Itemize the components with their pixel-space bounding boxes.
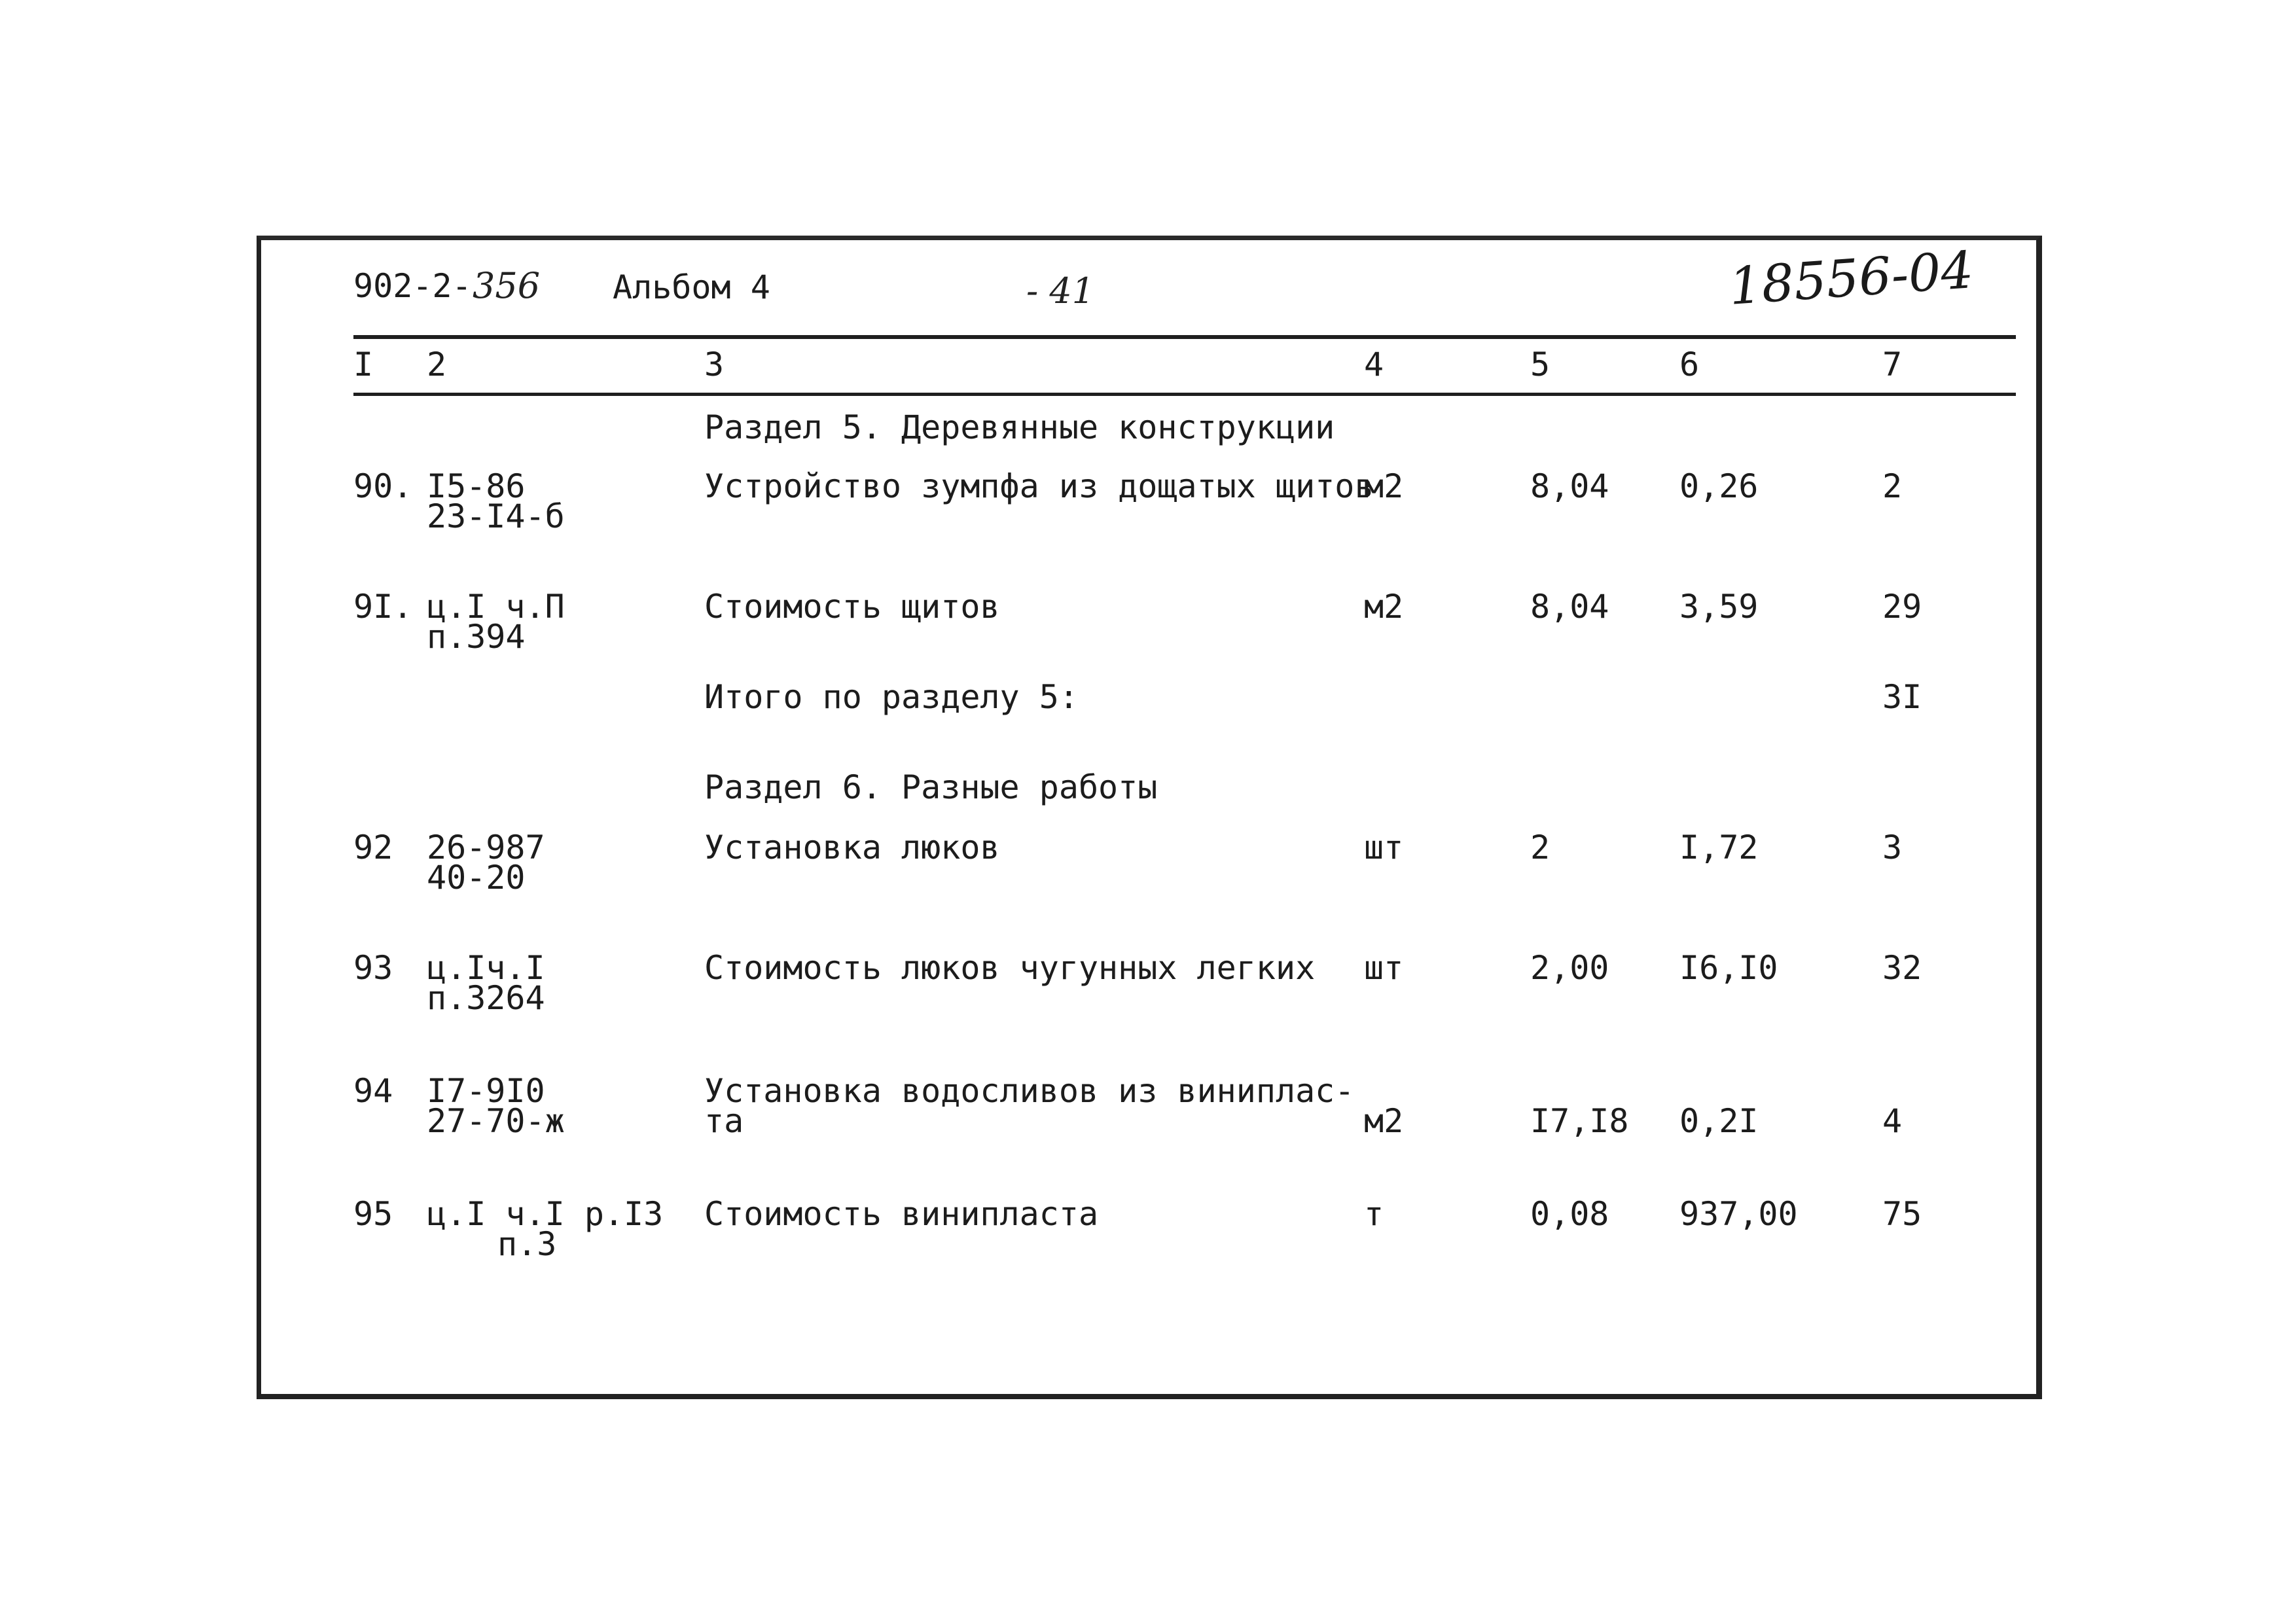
row-quantity: I7,I8 [1530,1102,1629,1140]
row-code-line-1: ц.Iч.I [427,949,545,987]
header-rule-top [353,335,2016,339]
row-total: 75 [1882,1195,1922,1233]
row-unit: шт [1364,829,1404,866]
row-number: 95 [353,1195,393,1233]
row-unit-price: I,72 [1679,829,1759,866]
row-quantity: 8,04 [1530,588,1609,626]
row-quantity: 2 [1530,829,1551,866]
row-number: 9I. [353,588,413,626]
column-number-1: I [353,346,374,383]
column-number-5: 5 [1530,346,1551,383]
row-description: Установка люков [704,829,1000,866]
row-unit-price: I6,I0 [1679,949,1778,987]
row-code-line-1: ц.I ч.I р.I3 [427,1195,664,1233]
row-unit: м2 [1364,1102,1404,1140]
row-total: 4 [1882,1102,1903,1140]
row-number: 90. [353,467,413,505]
row-number: 94 [353,1072,393,1110]
row-code-line-2: п.394 [427,618,526,656]
row-unit-price: 0,26 [1679,467,1759,505]
section-5-total-label: Итого по разделу 5: [704,678,1079,716]
row-code-line-2: п.3 [497,1225,557,1263]
row-unit: м2 [1364,467,1404,505]
row-quantity: 0,08 [1530,1195,1609,1233]
section-5-title: Раздел 5. Деревянные конструкции [704,408,1335,446]
row-unit-price: 3,59 [1679,588,1759,626]
row-number: 93 [353,949,393,987]
column-number-2: 2 [427,346,447,383]
row-unit: м2 [1364,588,1404,626]
row-description: Стоимость люков чугунных легких [704,949,1316,987]
row-code-line-1: I7-9I0 [427,1072,545,1110]
row-code-line-1: 26-987 [427,829,545,866]
column-number-4: 4 [1364,346,1384,383]
header-rule-bottom [353,393,2016,396]
doc-code-handwritten: 356 [473,265,541,306]
row-code-line-2: 23-I4-б [427,497,565,535]
section-5-total-value: 3I [1882,678,1922,716]
page-number: - 41 [1026,270,1095,312]
row-description-line-2: та [704,1102,744,1140]
row-code-line-1: I5-86 [427,467,526,505]
row-quantity: 2,00 [1530,949,1609,987]
row-description: Устройство зумпфа из дощатых щитов [704,467,1374,505]
column-number-6: 6 [1679,346,1700,383]
section-6-title: Раздел 6. Разные работы [704,768,1158,806]
row-total: 3 [1882,829,1903,866]
column-number-3: 3 [704,346,725,383]
row-total: 29 [1882,588,1922,626]
row-code-line-1: ц.I ч.П [427,588,565,626]
row-unit-price: 0,2I [1679,1102,1759,1140]
doc-code: 902-2- [353,267,472,305]
row-description-line-1: Установка водосливов из виниплас- [704,1072,1355,1110]
row-total: 2 [1882,467,1903,505]
album-label: Альбом 4 [613,268,770,306]
row-unit-price: 937,00 [1679,1195,1798,1233]
row-code-line-2: 40-20 [427,859,526,897]
row-unit: т [1364,1195,1384,1233]
inventory-stamp: 18556-04 [1727,241,1975,317]
row-quantity: 8,04 [1530,467,1609,505]
row-number: 92 [353,829,393,866]
row-description: Стоимость щитов [704,588,1000,626]
row-total: 32 [1882,949,1922,987]
row-code-line-2: п.3264 [427,979,545,1017]
column-number-7: 7 [1882,346,1903,383]
row-code-line-2: 27-70-ж [427,1102,565,1140]
row-description: Стоимость винипласта [704,1195,1099,1233]
row-unit: шт [1364,949,1404,987]
